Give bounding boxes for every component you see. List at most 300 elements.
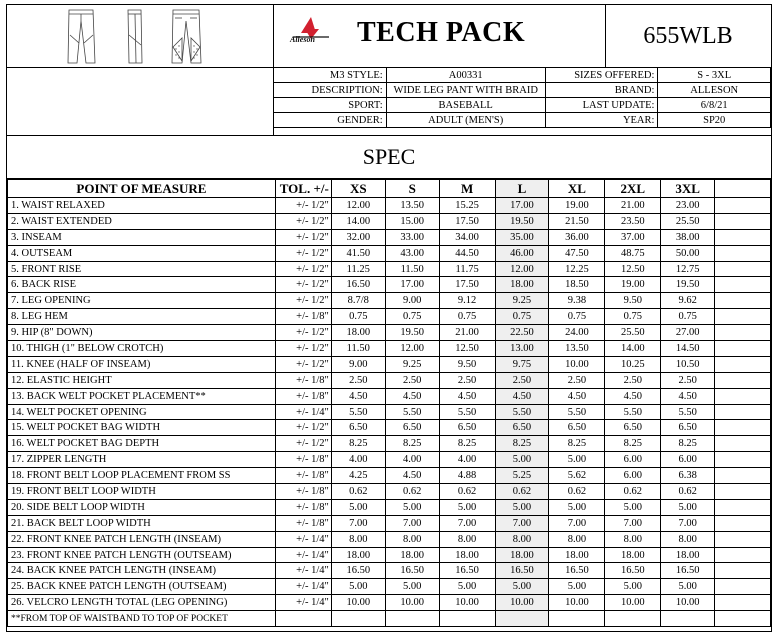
info-label: DESCRIPTION: (274, 83, 387, 98)
size-value-cell: 10.00 (385, 595, 439, 611)
pom-cell: 9. HIP (8" DOWN) (8, 325, 276, 341)
empty-cell (715, 198, 771, 214)
size-value-cell: 4.00 (439, 452, 495, 468)
pom-header: POINT OF MEASURE (8, 180, 276, 198)
empty-cell (715, 261, 771, 277)
tol-cell: +/- 1/8" (275, 468, 331, 484)
size-value-cell: 16.50 (605, 563, 661, 579)
size-value-cell: 2.50 (439, 372, 495, 388)
table-row (8, 484, 771, 500)
size-value-cell: 5.00 (385, 579, 439, 595)
spec-header-row (8, 180, 771, 198)
size-value-cell: 8.7/8 (331, 293, 385, 309)
size-value-cell: 12.50 (439, 341, 495, 357)
size-value-cell: 10.00 (331, 595, 385, 611)
size-value-cell: 8.25 (549, 436, 605, 452)
size-header: XL (549, 180, 605, 198)
size-value-cell: 5.50 (495, 404, 549, 420)
size-value-cell: 5.00 (495, 579, 549, 595)
size-value-cell: 9.75 (495, 356, 549, 372)
size-value-cell: 11.25 (331, 261, 385, 277)
empty-cell (439, 611, 495, 627)
empty-cell (715, 245, 771, 261)
empty-cell (715, 579, 771, 595)
size-value-cell: 5.50 (661, 404, 715, 420)
info-label: SPORT: (274, 98, 387, 113)
size-value-cell: 25.50 (605, 325, 661, 341)
pom-cell: 13. BACK WELT POCKET PLACEMENT** (8, 388, 276, 404)
size-value-cell: 8.25 (605, 436, 661, 452)
empty-cell (715, 388, 771, 404)
empty-cell (715, 484, 771, 500)
size-value-cell: 17.50 (439, 213, 495, 229)
size-value-cell: 19.50 (661, 277, 715, 293)
size-value-cell: 37.00 (605, 229, 661, 245)
size-value-cell: 10.00 (605, 595, 661, 611)
size-value-cell: 2.50 (605, 372, 661, 388)
size-header: S (385, 180, 439, 198)
size-value-cell: 8.25 (661, 436, 715, 452)
size-value-cell: 15.00 (385, 213, 439, 229)
table-row (8, 372, 771, 388)
tol-cell: +/- 1/8" (275, 372, 331, 388)
empty-cell (715, 468, 771, 484)
tol-cell: +/- 1/2" (275, 245, 331, 261)
pom-cell: 10. THIGH (1" BELOW CROTCH) (8, 341, 276, 357)
size-value-cell: 5.50 (549, 404, 605, 420)
size-value-cell: 16.50 (385, 563, 439, 579)
size-value-cell: 9.25 (385, 356, 439, 372)
size-value-cell: 50.00 (661, 245, 715, 261)
size-value-cell: 18.00 (605, 547, 661, 563)
empty-cell (495, 611, 549, 627)
tol-cell: +/- 1/2" (275, 341, 331, 357)
info-value: S - 3XL (658, 68, 771, 83)
empty-cell (715, 309, 771, 325)
size-value-cell: 24.00 (549, 325, 605, 341)
info-value: BASEBALL (386, 98, 545, 113)
size-value-cell: 4.00 (331, 452, 385, 468)
size-value-cell: 7.00 (331, 515, 385, 531)
empty-cell (715, 563, 771, 579)
table-row (8, 356, 771, 372)
table-row (8, 595, 771, 611)
size-value-cell: 0.62 (331, 484, 385, 500)
tol-cell: +/- 1/2" (275, 213, 331, 229)
size-value-cell: 18.50 (549, 277, 605, 293)
pom-cell: 23. FRONT KNEE PATCH LENGTH (OUTSEAM) (8, 547, 276, 563)
footnote-row (8, 611, 771, 627)
tol-cell: +/- 1/2" (275, 261, 331, 277)
pom-cell: 16. WELT POCKET BAG DEPTH (8, 436, 276, 452)
size-value-cell: 4.25 (331, 468, 385, 484)
size-value-cell: 25.50 (661, 213, 715, 229)
size-value-cell: 18.00 (661, 547, 715, 563)
table-row (8, 229, 771, 245)
size-value-cell: 16.50 (549, 563, 605, 579)
size-value-cell: 5.50 (331, 404, 385, 420)
table-row (8, 213, 771, 229)
table-row (8, 388, 771, 404)
size-value-cell: 8.00 (331, 531, 385, 547)
size-value-cell: 9.25 (495, 293, 549, 309)
empty-cell (715, 229, 771, 245)
tol-header: TOL. +/- (275, 180, 331, 198)
pom-cell: 2. WAIST EXTENDED (8, 213, 276, 229)
info-value: A00331 (386, 68, 545, 83)
size-value-cell: 6.50 (439, 420, 495, 436)
size-value-cell: 27.00 (661, 325, 715, 341)
pom-cell: 17. ZIPPER LENGTH (8, 452, 276, 468)
size-value-cell: 13.50 (385, 198, 439, 214)
size-value-cell: 5.50 (439, 404, 495, 420)
size-value-cell: 9.00 (385, 293, 439, 309)
tol-cell: +/- 1/2" (275, 356, 331, 372)
info-spacer (7, 67, 274, 135)
size-value-cell: 11.50 (385, 261, 439, 277)
empty-header (715, 180, 771, 198)
size-value-cell: 8.25 (331, 436, 385, 452)
size-value-cell: 0.75 (439, 309, 495, 325)
size-value-cell: 8.00 (661, 531, 715, 547)
size-value-cell: 0.75 (549, 309, 605, 325)
pom-cell: 1. WAIST RELAXED (8, 198, 276, 214)
info-row (274, 98, 771, 113)
page-title: TECH PACK (357, 17, 526, 48)
size-value-cell: 23.00 (661, 198, 715, 214)
tol-cell: +/- 1/2" (275, 436, 331, 452)
empty-cell (715, 356, 771, 372)
header (7, 5, 771, 68)
size-value-cell: 34.00 (439, 229, 495, 245)
size-value-cell: 5.00 (331, 499, 385, 515)
style-code: 655WLB (643, 22, 733, 49)
empty-cell (715, 452, 771, 468)
empty-cell (661, 611, 715, 627)
size-value-cell: 5.00 (439, 579, 495, 595)
empty-cell (385, 611, 439, 627)
size-value-cell: 14.50 (661, 341, 715, 357)
pom-cell: 11. KNEE (HALF OF INSEAM) (8, 356, 276, 372)
size-value-cell: 0.62 (385, 484, 439, 500)
size-value-cell: 35.00 (495, 229, 549, 245)
tol-cell: +/- 1/2" (275, 293, 331, 309)
size-value-cell: 44.50 (439, 245, 495, 261)
size-value-cell: 0.75 (661, 309, 715, 325)
tol-cell: +/- 1/2" (275, 420, 331, 436)
size-header: 3XL (661, 180, 715, 198)
size-value-cell: 0.75 (605, 309, 661, 325)
size-value-cell: 10.00 (439, 595, 495, 611)
table-row (8, 277, 771, 293)
pom-cell: 25. BACK KNEE PATCH LENGTH (OUTSEAM) (8, 579, 276, 595)
size-value-cell: 0.62 (661, 484, 715, 500)
size-value-cell: 0.75 (331, 309, 385, 325)
size-value-cell: 8.00 (385, 531, 439, 547)
size-value-cell: 19.50 (495, 213, 549, 229)
info-label: GENDER: (274, 113, 387, 128)
size-value-cell: 5.00 (331, 579, 385, 595)
size-value-cell: 4.50 (661, 388, 715, 404)
info-label: BRAND: (545, 83, 658, 98)
tol-cell: +/- 1/4" (275, 563, 331, 579)
size-value-cell: 4.50 (549, 388, 605, 404)
size-value-cell: 19.00 (549, 198, 605, 214)
size-value-cell: 18.00 (331, 325, 385, 341)
empty-cell (715, 277, 771, 293)
size-value-cell: 6.00 (605, 468, 661, 484)
table-row (8, 531, 771, 547)
size-value-cell: 0.62 (495, 484, 549, 500)
size-value-cell: 33.00 (385, 229, 439, 245)
size-value-cell: 7.00 (385, 515, 439, 531)
size-value-cell: 6.50 (385, 420, 439, 436)
size-value-cell: 21.00 (439, 325, 495, 341)
pom-cell: 14. WELT POCKET OPENING (8, 404, 276, 420)
table-row (8, 309, 771, 325)
size-value-cell: 6.38 (661, 468, 715, 484)
size-value-cell: 2.50 (549, 372, 605, 388)
info-row (274, 68, 771, 83)
size-value-cell: 5.50 (605, 404, 661, 420)
size-value-cell: 7.00 (605, 515, 661, 531)
pom-cell: 4. OUTSEAM (8, 245, 276, 261)
pom-cell: 19. FRONT BELT LOOP WIDTH (8, 484, 276, 500)
table-row (8, 245, 771, 261)
size-value-cell: 4.50 (385, 468, 439, 484)
size-value-cell: 10.00 (549, 356, 605, 372)
size-value-cell: 18.00 (439, 547, 495, 563)
empty-cell (715, 547, 771, 563)
size-value-cell: 9.50 (605, 293, 661, 309)
size-value-cell: 22.50 (495, 325, 549, 341)
size-value-cell: 12.00 (495, 261, 549, 277)
size-value-cell: 8.00 (549, 531, 605, 547)
pom-cell: 24. BACK KNEE PATCH LENGTH (INSEAM) (8, 563, 276, 579)
size-value-cell: 36.00 (549, 229, 605, 245)
tol-cell: +/- 1/4" (275, 595, 331, 611)
size-value-cell: 18.00 (549, 547, 605, 563)
size-value-cell: 19.00 (605, 277, 661, 293)
size-value-cell: 7.00 (549, 515, 605, 531)
tol-cell: +/- 1/4" (275, 404, 331, 420)
empty-cell (715, 436, 771, 452)
size-value-cell: 12.50 (605, 261, 661, 277)
tol-cell: +/- 1/8" (275, 388, 331, 404)
size-value-cell: 5.00 (495, 499, 549, 515)
size-value-cell: 43.00 (385, 245, 439, 261)
info-value: ADULT (MEN'S) (386, 113, 545, 128)
pom-cell: 6. BACK RISE (8, 277, 276, 293)
size-value-cell: 4.50 (331, 388, 385, 404)
info-label: YEAR: (545, 113, 658, 128)
size-value-cell: 6.00 (661, 452, 715, 468)
info-label: SIZES OFFERED: (545, 68, 658, 83)
size-value-cell: 10.00 (661, 595, 715, 611)
size-value-cell: 18.00 (385, 547, 439, 563)
size-value-cell: 16.50 (439, 563, 495, 579)
empty-cell (549, 611, 605, 627)
size-value-cell: 5.00 (385, 499, 439, 515)
tol-cell: +/- 1/4" (275, 531, 331, 547)
tol-cell: +/- 1/4" (275, 579, 331, 595)
size-value-cell: 6.50 (549, 420, 605, 436)
size-value-cell: 12.25 (549, 261, 605, 277)
table-row (8, 341, 771, 357)
size-value-cell: 16.50 (495, 563, 549, 579)
size-value-cell: 4.50 (495, 388, 549, 404)
info-value: SP20 (658, 113, 771, 128)
size-value-cell: 8.00 (605, 531, 661, 547)
tol-cell: +/- 1/8" (275, 515, 331, 531)
size-value-cell: 41.50 (331, 245, 385, 261)
size-value-cell: 18.00 (495, 277, 549, 293)
empty-cell (715, 531, 771, 547)
pom-cell: 26. VELCRO LENGTH TOTAL (LEG OPENING) (8, 595, 276, 611)
size-value-cell: 5.00 (549, 499, 605, 515)
brand-logo-text: Alleson (290, 35, 315, 44)
size-value-cell: 7.00 (661, 515, 715, 531)
size-value-cell: 46.00 (495, 245, 549, 261)
empty-cell (715, 515, 771, 531)
size-value-cell: 0.62 (439, 484, 495, 500)
size-value-cell: 12.75 (661, 261, 715, 277)
empty-cell (715, 293, 771, 309)
tol-cell: +/- 1/2" (275, 198, 331, 214)
tol-cell: +/- 1/8" (275, 484, 331, 500)
size-value-cell: 4.88 (439, 468, 495, 484)
table-row (8, 547, 771, 563)
size-value-cell: 4.00 (385, 452, 439, 468)
pom-cell: 18. FRONT BELT LOOP PLACEMENT FROM SS (8, 468, 276, 484)
info-table (273, 67, 771, 128)
size-value-cell: 5.00 (605, 499, 661, 515)
size-value-cell: 0.62 (549, 484, 605, 500)
pom-cell: 7. LEG OPENING (8, 293, 276, 309)
empty-cell (715, 611, 771, 627)
empty-cell (715, 341, 771, 357)
tech-pack-page (6, 4, 772, 632)
table-row (8, 293, 771, 309)
size-value-cell: 8.25 (385, 436, 439, 452)
empty-cell (605, 611, 661, 627)
empty-cell (715, 404, 771, 420)
table-row (8, 198, 771, 214)
empty-cell (715, 213, 771, 229)
size-value-cell: 21.50 (549, 213, 605, 229)
info-value: WIDE LEG PANT WITH BRAID (386, 83, 545, 98)
table-row (8, 436, 771, 452)
spec-table (7, 179, 771, 627)
size-value-cell: 11.50 (331, 341, 385, 357)
garment-sketches (7, 5, 274, 67)
size-value-cell: 5.00 (661, 579, 715, 595)
size-value-cell: 5.00 (549, 452, 605, 468)
size-value-cell: 6.50 (661, 420, 715, 436)
table-row (8, 452, 771, 468)
size-value-cell: 0.75 (385, 309, 439, 325)
empty-cell (715, 499, 771, 515)
alleson-logo-icon (289, 15, 333, 53)
pant-sketch-icon (7, 5, 273, 67)
size-value-cell: 16.50 (331, 563, 385, 579)
size-value-cell: 2.50 (495, 372, 549, 388)
size-value-cell: 9.62 (661, 293, 715, 309)
table-row (8, 325, 771, 341)
size-value-cell: 2.50 (661, 372, 715, 388)
table-row (8, 579, 771, 595)
size-value-cell: 47.50 (549, 245, 605, 261)
size-value-cell: 32.00 (331, 229, 385, 245)
tol-cell: +/- 1/8" (275, 309, 331, 325)
size-header: XS (331, 180, 385, 198)
info-row (274, 83, 771, 98)
empty-cell (715, 372, 771, 388)
size-header: 2XL (605, 180, 661, 198)
info-label: M3 STYLE: (274, 68, 387, 83)
tol-cell: +/- 1/8" (275, 499, 331, 515)
info-value: 6/8/21 (658, 98, 771, 113)
pom-cell: 12. ELASTIC HEIGHT (8, 372, 276, 388)
footnote: **FROM TOP OF WAISTBAND TO TOP OF POCKET (8, 611, 276, 627)
size-value-cell: 6.00 (605, 452, 661, 468)
brand-title-cell (273, 5, 606, 67)
empty-cell (715, 325, 771, 341)
size-value-cell: 16.50 (331, 277, 385, 293)
empty-cell (275, 611, 331, 627)
size-value-cell: 13.50 (549, 341, 605, 357)
size-value-cell: 4.50 (439, 388, 495, 404)
size-value-cell: 15.25 (439, 198, 495, 214)
size-value-cell: 4.50 (605, 388, 661, 404)
size-value-cell: 23.50 (605, 213, 661, 229)
size-value-cell: 7.00 (495, 515, 549, 531)
size-header: L (495, 180, 549, 198)
table-row (8, 261, 771, 277)
size-value-cell: 8.00 (439, 531, 495, 547)
info-row (274, 113, 771, 128)
table-row (8, 515, 771, 531)
size-value-cell: 2.50 (385, 372, 439, 388)
size-value-cell: 9.50 (439, 356, 495, 372)
size-value-cell: 5.00 (549, 579, 605, 595)
size-value-cell: 17.00 (385, 277, 439, 293)
size-value-cell: 7.00 (439, 515, 495, 531)
size-value-cell: 4.50 (385, 388, 439, 404)
spec-title: SPEC (7, 135, 771, 179)
size-value-cell: 12.00 (331, 198, 385, 214)
size-value-cell: 2.50 (331, 372, 385, 388)
size-value-cell: 9.38 (549, 293, 605, 309)
size-value-cell: 10.25 (605, 356, 661, 372)
size-value-cell: 18.00 (495, 547, 549, 563)
size-value-cell: 21.00 (605, 198, 661, 214)
pom-cell: 20. SIDE BELT LOOP WIDTH (8, 499, 276, 515)
info-value: ALLESON (658, 83, 771, 98)
tol-cell: +/- 1/2" (275, 229, 331, 245)
pom-cell: 15. WELT POCKET BAG WIDTH (8, 420, 276, 436)
pom-cell: 8. LEG HEM (8, 309, 276, 325)
tol-cell: +/- 1/8" (275, 452, 331, 468)
pom-cell: 22. FRONT KNEE PATCH LENGTH (INSEAM) (8, 531, 276, 547)
table-row (8, 563, 771, 579)
size-value-cell: 48.75 (605, 245, 661, 261)
size-value-cell: 0.75 (495, 309, 549, 325)
size-value-cell: 16.50 (661, 563, 715, 579)
size-value-cell: 6.50 (331, 420, 385, 436)
size-value-cell: 0.62 (605, 484, 661, 500)
size-value-cell: 9.00 (331, 356, 385, 372)
